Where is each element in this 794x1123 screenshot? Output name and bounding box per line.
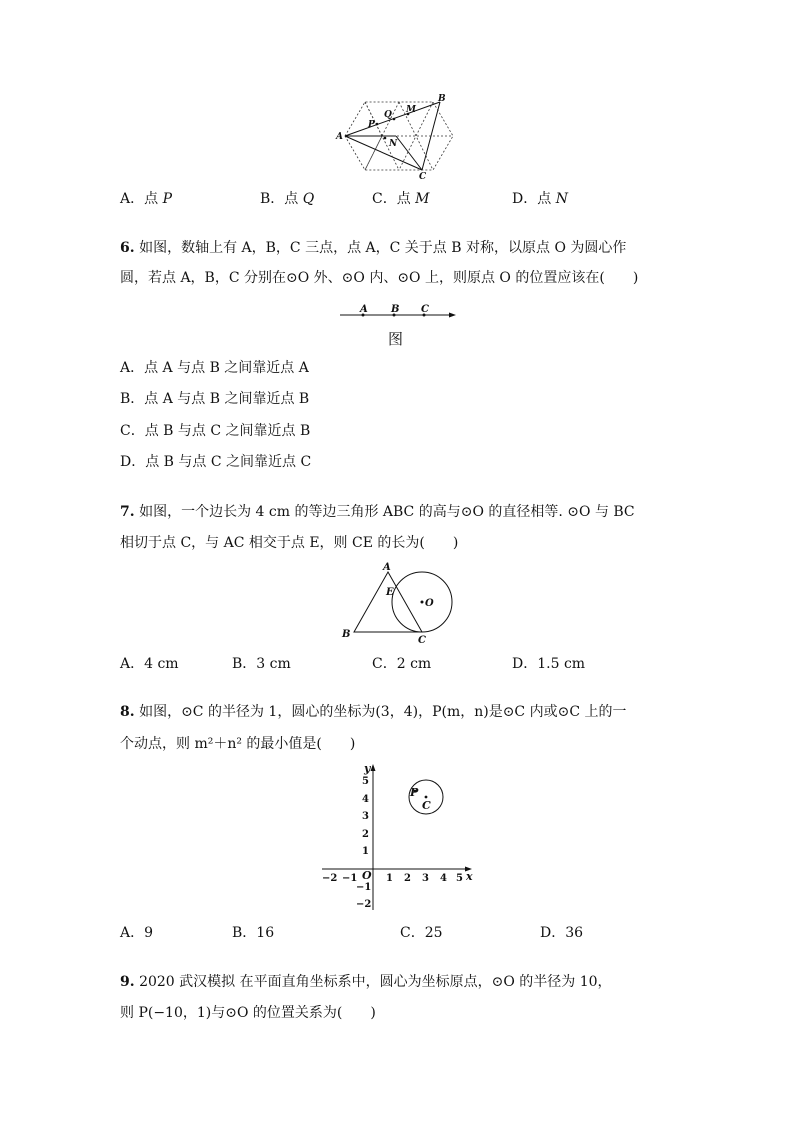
q8-coordinate-figure [318, 760, 478, 915]
q6-number-line-figure [338, 300, 458, 322]
q5-label-B: B [438, 94, 446, 104]
q8-option-c[interactable]: C．25 [400, 925, 443, 941]
q6-option-c[interactable]: C．点 B 与点 C 之间靠近点 B [120, 423, 311, 439]
q8-ytick-neg1: −1 [356, 882, 372, 893]
q8-xtick-5: 5 [456, 873, 463, 884]
q5-option-c[interactable]: C．点 M [372, 191, 430, 207]
q8-ytick-3: 3 [362, 811, 369, 822]
q7-label-C: C [418, 635, 426, 646]
q6-question-line-1: 6. 如图，数轴上有 A，B，C 三点，点 A，C 关于点 B 对称，以原点 O 为圆心作 [120, 240, 627, 256]
q8-option-d[interactable]: D．36 [540, 925, 584, 941]
q8-axis-y: y [364, 762, 371, 775]
q8-label-P: P [410, 786, 419, 799]
q8-origin: O [362, 869, 372, 882]
q5-label-A: A [336, 132, 343, 142]
q7-option-d[interactable]: D．1.5 cm [512, 656, 586, 672]
q8-option-b[interactable]: B．16 [232, 925, 275, 941]
q7-triangle-circle-figure [338, 560, 458, 646]
q8-question-line-2: 个动点，则 m²＋n² 的最小值是( ) [120, 736, 356, 752]
q9-question-line-1: 9. 2020 武汉模拟 在平面直角坐标系中，圆心为坐标原点，⊙O 的半径为 10， [120, 974, 612, 990]
q7-label-O: O [425, 598, 434, 609]
q7-label-E: E [386, 587, 394, 598]
q5-label-Q: Q [384, 110, 392, 120]
q6-option-a[interactable]: A．点 A 与点 B 之间靠近点 A [120, 360, 309, 376]
q8-xtick-2: 2 [404, 873, 411, 884]
q8-question-line-1: 8. 如图，⊙C 的半径为 1，圆心的坐标为(3，4)，P(m，n)是⊙C 内或⊙C 上的一 [120, 704, 627, 720]
q6-question-line-2: 圆，若点 A，B，C 分别在⊙O 外、⊙O 内、⊙O 上，则原点 O 的位置应该在( ) [120, 270, 639, 286]
q8-xtick-neg2: −2 [322, 873, 338, 884]
q8-xtick-4: 4 [440, 873, 447, 884]
q6-option-b[interactable]: B．点 A 与点 B 之间靠近点 B [120, 391, 310, 407]
q8-option-a[interactable]: A．9 [120, 925, 154, 941]
q8-ytick-4: 4 [362, 794, 369, 805]
q7-option-a[interactable]: A．4 cm [120, 656, 179, 672]
q6-label-C: C [421, 304, 429, 315]
q6-option-d[interactable]: D．点 B 与点 C 之间靠近点 C [120, 454, 312, 470]
q7-question-line-1: 7. 如图，一个边长为 4 cm 的等边三角形 ABC 的高与⊙O 的直径相等. ⊙O 与 BC [120, 504, 635, 520]
q5-label-N: N [389, 139, 398, 149]
q5-option-d[interactable]: D．点 N [512, 191, 568, 207]
q7-option-b[interactable]: B．3 cm [232, 656, 291, 672]
q8-ytick-5: 5 [362, 776, 369, 787]
q7-option-c[interactable]: C．2 cm [372, 656, 432, 672]
q6-label-B: B [391, 304, 400, 315]
q8-axis-x: x [466, 870, 473, 883]
q8-ytick-2: 2 [362, 829, 369, 840]
q6-figure-caption: 图 [388, 330, 404, 348]
q7-label-A: A [383, 562, 391, 573]
q5-label-M: M [406, 105, 416, 115]
q9-question-line-2: 则 P(−10，1)与⊙O 的位置关系为( ) [120, 1005, 376, 1021]
q8-xtick-neg1: −1 [342, 873, 358, 884]
q7-label-B: B [342, 629, 351, 640]
q5-option-b[interactable]: B．点 Q [260, 191, 315, 207]
q8-label-C: C [422, 799, 431, 812]
q8-xtick-3: 3 [422, 873, 429, 884]
q5-option-a[interactable]: A．点 P [120, 191, 172, 207]
q8-xtick-1: 1 [386, 873, 393, 884]
q5-label-P: P [368, 120, 375, 130]
q7-question-line-2: 相切于点 C，与 AC 相交于点 E，则 CE 的长为( ) [120, 535, 459, 551]
q8-ytick-1: 1 [362, 846, 369, 857]
q8-ytick-neg2: −2 [356, 899, 372, 910]
q6-label-A: A [360, 304, 368, 315]
q5-hexagon-figure [335, 92, 465, 180]
q5-label-C: C [419, 172, 427, 180]
